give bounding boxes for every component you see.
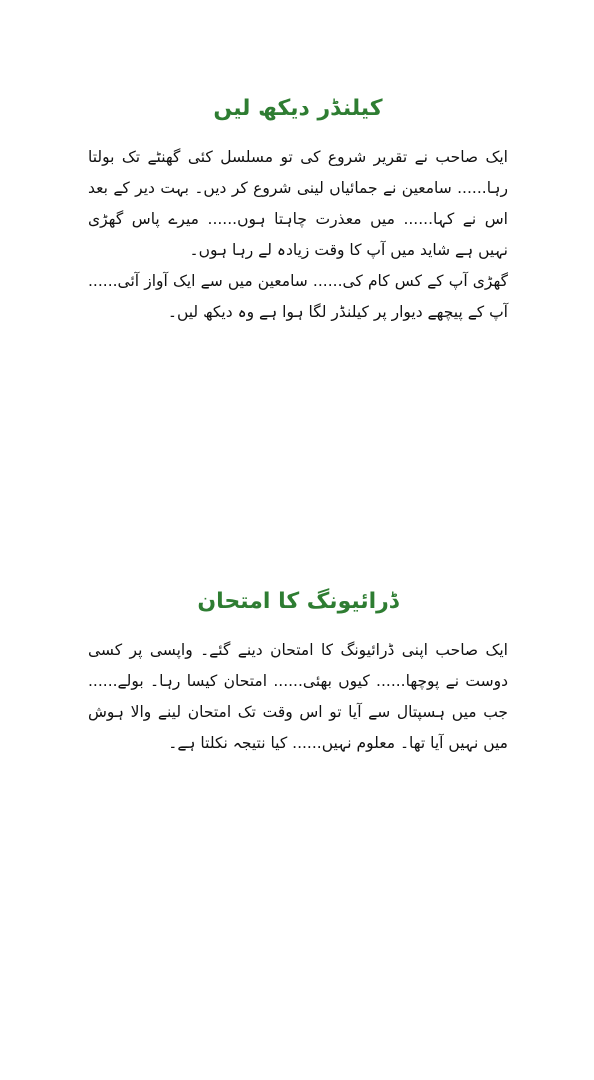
story-title: ڈرائیونگ کا امتحان — [197, 589, 399, 614]
story-paragraph: ایک صاحب اپنی ڈرائیونگ کا امتحان دینے گئے۔ واپسی پر کسی دوست نے پوچھا...... کیوں بھئی...... امتحان کیسا رہا۔ بولے...... جب میں ہسپتال سے آیا تو اس وقت تک امتحان لینے والا ہوش میں نہیں آیا تھا۔ معلوم نہیں...... کیا نتیجہ نکلتا ہے۔ — [88, 641, 508, 752]
story-paragraph: گھڑی آپ کے کس کام کی...... سامعین میں سے ایک آواز آئی...... آپ کے پیچھے دیوار پر کیلنڈر لگا ہوا ہے وہ دیکھ لیں۔ — [88, 272, 508, 321]
joke-calendar — [88, 92, 508, 328]
story-title: کیلنڈر دیکھ لیں — [213, 96, 383, 121]
story-paragraph: ایک صاحب نے تقریر شروع کی تو مسلسل کئی گھنٹے تک بولتا رہا...... سامعین نے جمائیاں لینی شروع کر دیں۔ بہت دیر کے بعد اس نے کہا...... میں معذرت چاہتا ہوں...... میرے پاس گھڑی نہیں ہے شاید میں آپ کا وقت زیادہ لے رہا ہوں۔ — [88, 148, 508, 259]
joke-driving-test — [88, 585, 508, 759]
